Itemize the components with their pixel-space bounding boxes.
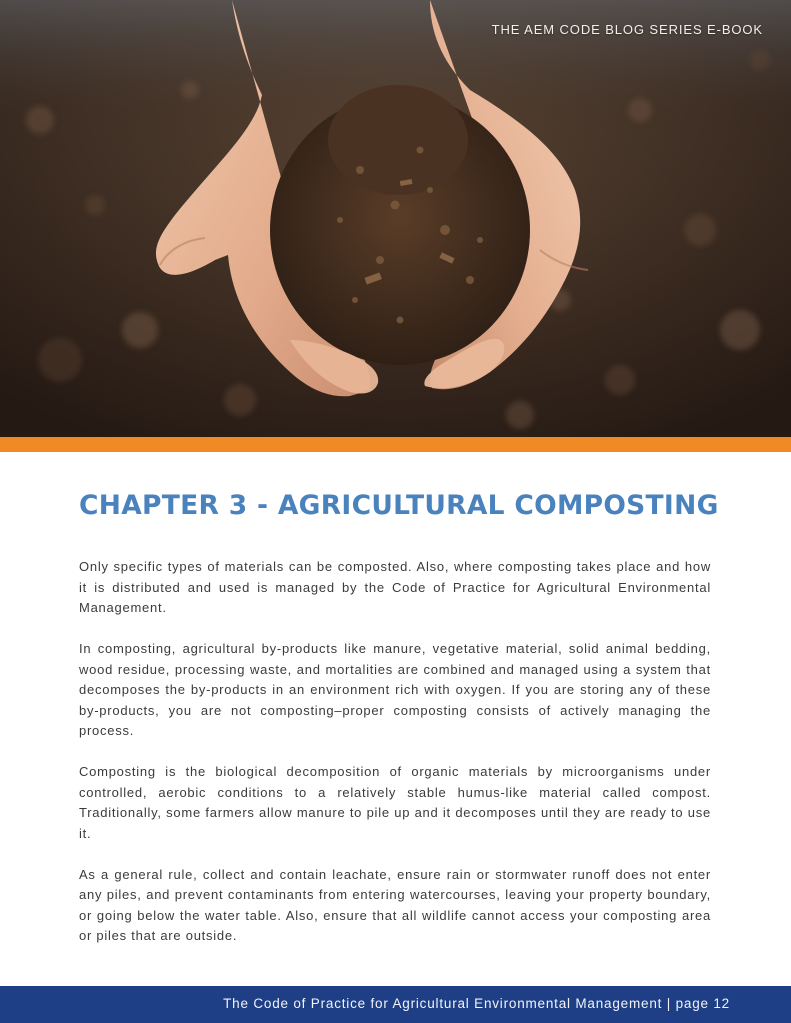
chapter-body [79,557,711,967]
soil-hands-illustration [0,0,791,437]
chapter-title: CHAPTER 3 - AGRICULTURAL COMPOSTING [79,490,719,521]
paragraph-1: Only specific types of materials can be composted. Also, where composting takes place and how it is distributed and used is managed by the Code of Practice for Agricultural Environmental Management. [79,559,711,615]
hero-photo [0,0,791,437]
paragraph-4: As a general rule, collect and contain leachate, ensure rain or stormwater runoff does not enter any piles, and prevent contaminants from entering watercourses, leaving your property boundary, or going below the water table. Also, ensure that all wildlife cannot access your composting area or piles that are outside. [79,866,711,943]
ebook-series-label: THE AEM CODE BLOG SERIES E-BOOK [491,22,763,37]
orange-accent-bar [0,437,791,452]
footer-page-label: The Code of Practice for Agricultural Environmental Management | page 12 [223,996,730,1011]
page-footer [0,986,791,1023]
paragraph-3: Composting is the biological decomposition of organic materials by microorganisms under controlled, aerobic conditions to a relatively stable humus-like material called compost. Traditionally, some farmers allow manure to pile up and it decomposes until they are ready to use it. [79,764,711,841]
paragraph-2: In composting, agricultural by-products like manure, vegetative material, solid animal bedding, wood residue, processing waste, and mortalities are combined and managed using a system that decomposes the by-products in an environment rich with oxygen. If you are storing any of these by-products, you are not composting–proper composting consists of actively managing the process. [79,641,711,738]
